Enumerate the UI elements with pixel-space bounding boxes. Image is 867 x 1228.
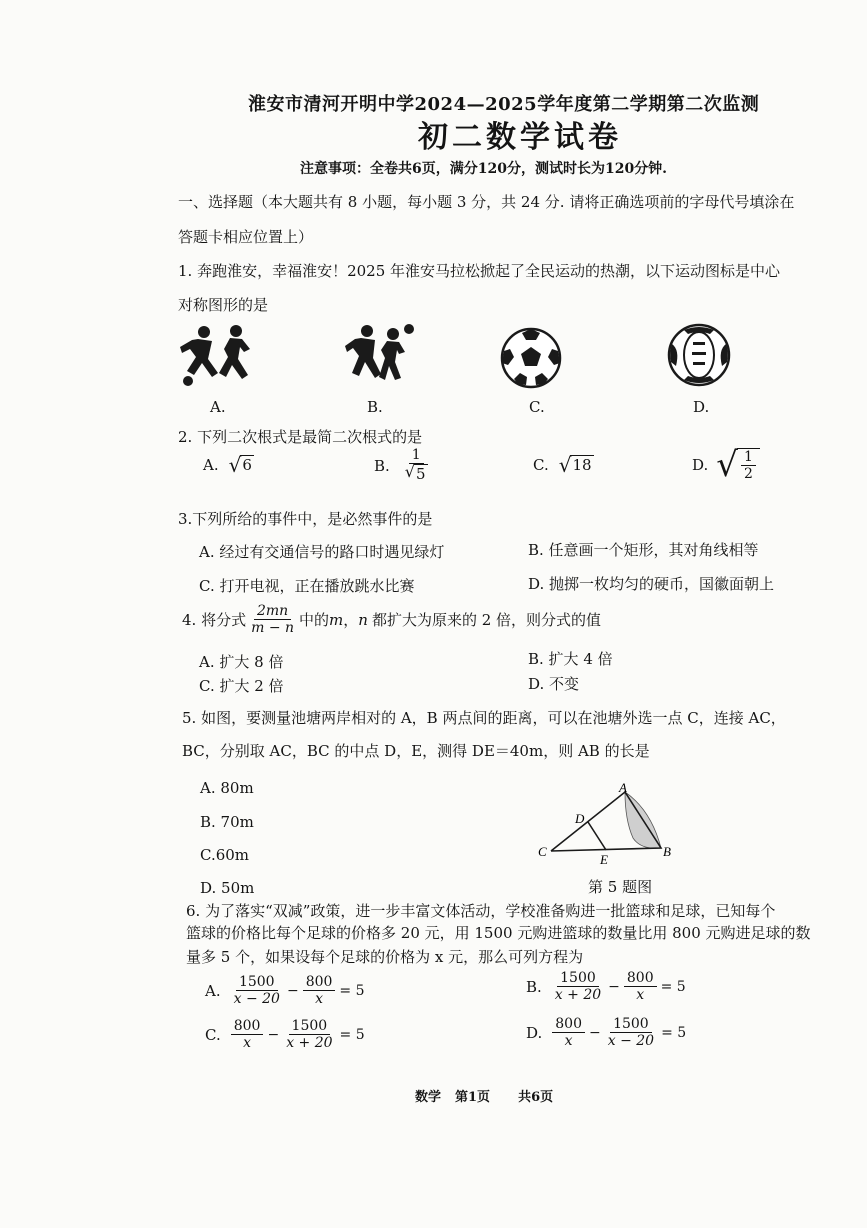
q3-option-a: A. 经过有交通信号的路口时遇见绿灯: [199, 543, 445, 561]
q6-option-c: C. $\frac{800}{x}$ − $\frac{1500}{x + 20}$ = 5: [205, 1018, 365, 1052]
q6-option-b: B. $\frac{1500}{x + 20}$ − $\frac{800}{x}$ = 5: [526, 970, 686, 1004]
q2-option-a-expr: √ 6: [228, 453, 252, 477]
q2-option-d-expr: √ $\frac{1}{2}$: [716, 448, 760, 482]
runners-with-ball-icon: [345, 322, 415, 386]
q3-option-d: D. 抛掷一枚均匀的硬币，国徽面朝上: [528, 575, 775, 593]
q2-option-c-expr: √ 18: [558, 453, 592, 477]
q3-stem: 3.下列所给的事件中，是必然事件的是: [178, 510, 433, 528]
q1-option-c-label: C.: [529, 398, 545, 416]
point-b-label: B: [663, 844, 671, 859]
point-e-label: E: [600, 852, 608, 867]
q5-stem-line2: BC，分别取 AC，BC 的中点 D，E，测得 DE＝40m，则 AB 的长是: [182, 742, 650, 760]
q4-option-a: A. 扩大 8 倍: [199, 653, 284, 671]
q2-option-c: [533, 455, 594, 476]
exam-title: 初二数学试卷: [418, 120, 622, 155]
footer-page: 第1页: [455, 1090, 491, 1105]
point-c-label: C: [538, 844, 547, 859]
footer-total: 共6页: [518, 1090, 554, 1105]
page-footer: [415, 1086, 553, 1105]
q2-option-b-label: B.: [374, 456, 390, 475]
point-d-label: D: [575, 811, 585, 826]
section-heading-line1: 一、选择题（本大题共有 8 小题，每小题 3 分，共 24 分. 请将正确选项前的字母代号填涂在: [178, 193, 795, 211]
decorated-ball-icon: [666, 322, 732, 388]
notice-text: 注意事项：全卷共6页，满分120分，测试时长为120分钟.: [300, 161, 668, 177]
q3-option-b: B. 任意画一个矩形，其对角线相等: [528, 541, 759, 559]
q5-option-c: C.60m: [200, 846, 250, 864]
q1-stem-line1: 1. 奔跑淮安，幸福淮安！2025 年淮安马拉松掀起了全民运动的热潮，以下运动图标是中心: [178, 262, 781, 280]
q6-stem-line3: 量多 5 个，如果设每个足球的价格为 x 元，那么可列方程为: [186, 948, 584, 966]
footer-subject: 数学: [415, 1090, 442, 1105]
q4-stem: 4. 将分式 $\frac{2mn}{m - n}$ 中的 m ， n 都扩大为原来的 2 倍，则分式的值: [182, 603, 602, 637]
q2-option-d-label: D.: [692, 456, 709, 475]
soccer-ball-icon: [500, 327, 562, 389]
q2-stem: 2. 下列二次根式是最简二次根式的是: [178, 428, 423, 446]
q3-option-c: C. 打开电视，正在播放跳水比赛: [199, 577, 415, 595]
q5-option-d: D. 50m: [200, 879, 255, 897]
q6-option-d: D. $\frac{800}{x}$ − $\frac{1500}{x - 20}$ = 5: [526, 1016, 687, 1050]
q2-option-c-label: C.: [533, 456, 549, 475]
q5-option-a: A. 80m: [200, 779, 254, 797]
q5-triangle-figure: [533, 780, 683, 870]
q4-fraction: $\frac{2mn}{m - n}$: [251, 603, 295, 637]
school-title: 淮安市清河开明中学2024—2025学年度第二学期第二次监测: [248, 94, 760, 115]
q4-option-b: B. 扩大 4 倍: [528, 650, 613, 668]
q4-option-c: C. 扩大 2 倍: [199, 677, 284, 695]
section-heading-line2: 答题卡相应位置上）: [178, 228, 314, 246]
q1-stem-line2: 对称图形的是: [178, 296, 269, 314]
q6-stem-line2: 篮球的价格比每个足球的价格多 20 元，用 1500 元购进篮球的数量比用 800 元购进足球的数: [186, 924, 811, 942]
q2-option-a-label: A.: [203, 456, 219, 475]
point-a-label: A: [619, 780, 627, 795]
q1-option-a-label: A.: [210, 398, 226, 416]
q2-option-d: [692, 445, 760, 485]
q6-option-a: A. $\frac{1500}{x - 20}$ − $\frac{800}{x}$ = 5: [205, 974, 365, 1008]
q1-option-d-label: D.: [693, 398, 710, 416]
q5-figure-caption: 第 5 题图: [588, 878, 653, 896]
q2-option-a: [203, 455, 254, 476]
q6-stem-line1: 6. 为了落实“双减”政策，进一步丰富文体活动，学校准备购进一批篮球和足球，已知每个: [186, 902, 776, 920]
segment-de: [588, 822, 606, 850]
q2-option-b-expr: 1 √ 5: [404, 447, 426, 484]
q5-stem-line1: 5. 如图，要测量池塘两岸相对的 A，B 两点间的距离，可以在池塘外选一点 C，连接 AC，: [182, 709, 786, 727]
q2-option-b: [374, 447, 433, 485]
two-runners-icon: [178, 325, 256, 387]
q5-option-b: B. 70m: [200, 813, 254, 831]
q1-option-b-label: B.: [367, 398, 383, 416]
q4-option-d: D. 不变: [528, 675, 580, 693]
